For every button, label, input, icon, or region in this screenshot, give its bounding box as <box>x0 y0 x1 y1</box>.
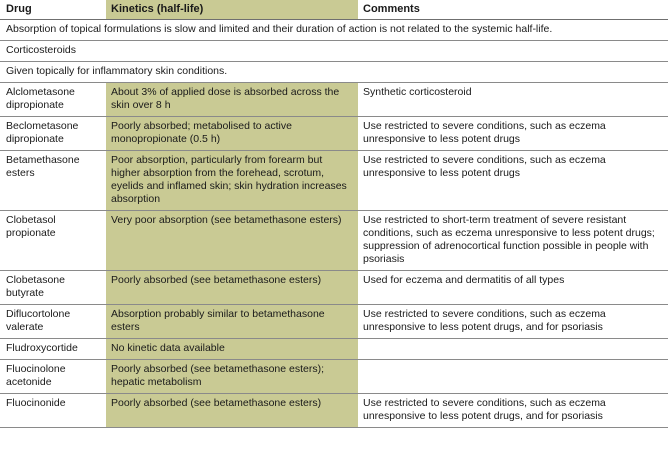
drug-cell: Alclometasone dipropionate <box>0 83 106 117</box>
comments-cell <box>358 360 668 394</box>
table-row <box>0 151 668 211</box>
comments-cell: Synthetic corticosteroid <box>358 83 668 117</box>
table-row <box>0 360 668 394</box>
kinetics-cell: Poorly absorbed (see betamethasone esters) <box>106 271 358 305</box>
table-row <box>0 211 668 271</box>
table-row <box>0 271 668 305</box>
drug-cell: Clobetasol propionate <box>0 211 106 271</box>
drug-cell: Fludroxycortide <box>0 339 106 360</box>
intro-note: Absorption of topical formulations is slow and limited and their duration of action is not related to the systemic half-life. <box>0 20 668 41</box>
drug-cell: Beclometasone dipropionate <box>0 117 106 151</box>
intro-note-row <box>0 20 668 41</box>
table-row <box>0 117 668 151</box>
table-row <box>0 305 668 339</box>
kinetics-cell: About 3% of applied dose is absorbed across the skin over 8 h <box>106 83 358 117</box>
table-row <box>0 83 668 117</box>
comments-cell: Used for eczema and dermatitis of all types <box>358 271 668 305</box>
header-drug: Drug <box>0 0 106 20</box>
comments-cell: Use restricted to severe conditions, such as eczema unresponsive to less potent drugs, and for psoriasis <box>358 394 668 428</box>
drug-cell: Betamethasone esters <box>0 151 106 211</box>
section-note-row <box>0 62 668 83</box>
table-row <box>0 394 668 428</box>
table-row <box>0 339 668 360</box>
kinetics-cell: No kinetic data available <box>106 339 358 360</box>
drug-cell: Clobetasone butyrate <box>0 271 106 305</box>
header-comments: Comments <box>358 0 668 20</box>
kinetics-cell: Poorly absorbed (see betamethasone esters); hepatic metabolism <box>106 360 358 394</box>
section-note: Given topically for inflammatory skin conditions. <box>0 62 668 83</box>
drug-cell: Diflucortolone valerate <box>0 305 106 339</box>
kinetics-cell: Absorption probably similar to betamethasone esters <box>106 305 358 339</box>
header-row <box>0 0 668 20</box>
comments-cell: Use restricted to short-term treatment of severe resistant conditions, such as eczema unresponsive to less potent drugs; suppression of adrenocortical function possible in people with psoriasis <box>358 211 668 271</box>
section-title-row <box>0 41 668 62</box>
comments-cell: Use restricted to severe conditions, such as eczema unresponsive to less potent drugs, and for psoriasis <box>358 305 668 339</box>
header-kinetics: Kinetics (half-life) <box>106 0 358 20</box>
comments-cell <box>358 339 668 360</box>
comments-cell: Use restricted to severe conditions, such as eczema unresponsive to less potent drugs <box>358 151 668 211</box>
kinetics-cell: Very poor absorption (see betamethasone esters) <box>106 211 358 271</box>
drug-cell: Fluocinolone acetonide <box>0 360 106 394</box>
comments-cell: Use restricted to severe conditions, such as eczema unresponsive to less potent drugs <box>358 117 668 151</box>
drug-cell: Fluocinonide <box>0 394 106 428</box>
kinetics-cell: Poorly absorbed; metabolised to active monopropionate (0.5 h) <box>106 117 358 151</box>
kinetics-cell: Poor absorption, particularly from forearm but higher absorption from the forehead, scrotum, eyelids and inflamed skin; skin hydration increases absorption <box>106 151 358 211</box>
kinetics-cell: Poorly absorbed (see betamethasone esters) <box>106 394 358 428</box>
section-title: Corticosteroids <box>0 41 668 62</box>
